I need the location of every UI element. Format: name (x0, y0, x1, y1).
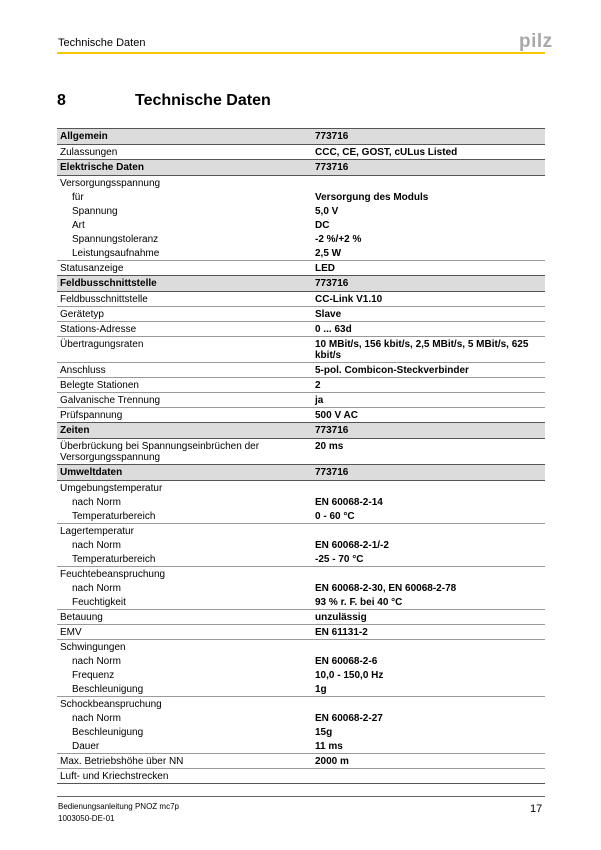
row-label: Umgebungstemperatur (57, 481, 312, 496)
header-title: Technische Daten (58, 37, 146, 49)
row-value (312, 481, 545, 496)
row-label: Zulassungen (57, 145, 312, 160)
row-label: Statusanzeige (57, 261, 312, 276)
row-label: Versorgungsspannung (57, 176, 312, 191)
row-label: nach Norm (72, 539, 121, 551)
table-sub-row (57, 552, 545, 567)
row-value: 10,0 - 150,0 Hz (315, 669, 384, 681)
section-number: 8 (57, 92, 66, 109)
row-value (312, 697, 545, 712)
table-sub-row (57, 595, 545, 610)
row-value: 15g (315, 726, 333, 738)
footer-info (58, 801, 179, 825)
row-value: 773716 (312, 465, 545, 481)
row-value: 20 ms (312, 439, 545, 465)
row-label: Beschleunigung (72, 683, 144, 695)
table-row (57, 769, 545, 784)
row-value: CC-Link V1.10 (312, 292, 545, 307)
row-value: Slave (312, 307, 545, 322)
table-row (57, 640, 545, 655)
table-section-header (57, 160, 545, 176)
table-sub-row (57, 218, 545, 232)
row-label: Schockbeanspruchung (57, 697, 312, 712)
row-value: 773716 (312, 423, 545, 439)
table-row (57, 524, 545, 539)
table-sub-row (57, 668, 545, 682)
row-label: Feldbusschnittstelle (57, 292, 312, 307)
table-row (57, 393, 545, 408)
row-label: Temperaturbereich (72, 553, 156, 565)
row-label: nach Norm (72, 582, 121, 594)
table-row (57, 322, 545, 337)
row-label: nach Norm (72, 496, 121, 508)
table-row (57, 610, 545, 625)
row-label: Leistungsaufnahme (72, 247, 160, 259)
table-row (57, 378, 545, 393)
row-value: 0 - 60 °C (315, 510, 355, 522)
row-value: -25 - 70 °C (315, 553, 364, 565)
row-value: -2 %/+2 % (315, 233, 362, 245)
table-section-header (57, 129, 545, 145)
table-sub-row (57, 711, 545, 725)
row-label: Elektrische Daten (57, 160, 312, 176)
row-value: 773716 (312, 160, 545, 176)
row-label: Temperaturbereich (72, 510, 156, 522)
row-label: Feuchtebeanspruchung (57, 567, 312, 582)
row-label: Stations-Adresse (57, 322, 312, 337)
row-value (312, 769, 545, 784)
row-value (312, 524, 545, 539)
table-row (57, 176, 545, 191)
table-sub-row (57, 232, 545, 246)
row-value: EN 61131-2 (312, 625, 545, 640)
row-label: Frequenz (72, 669, 115, 681)
row-value: 1g (315, 683, 327, 695)
table-row (57, 481, 545, 496)
table-row (57, 337, 545, 363)
table-row (57, 754, 545, 769)
row-label: Lagertemperatur (57, 524, 312, 539)
row-label: Anschluss (57, 363, 312, 378)
table-sub-row (57, 538, 545, 552)
table-sub-row (57, 581, 545, 595)
row-label: Luft- und Kriechstrecken (57, 769, 312, 784)
row-value (312, 640, 545, 655)
row-value (312, 176, 545, 191)
table-row (57, 697, 545, 712)
table-row (57, 408, 545, 423)
row-label: Feldbusschnittstelle (57, 276, 312, 292)
row-label: Schwingungen (57, 640, 312, 655)
row-value: 500 V AC (312, 408, 545, 423)
pilz-logo: pilz (519, 31, 553, 52)
row-label: Dauer (72, 740, 100, 752)
row-value: 773716 (312, 276, 545, 292)
row-value: 93 % r. F. bei 40 °C (315, 596, 403, 608)
row-value: ja (312, 393, 545, 408)
row-value: LED (312, 261, 545, 276)
row-value: 773716 (312, 129, 545, 145)
row-value: CCC, CE, GOST, cULus Listed (312, 145, 545, 160)
row-value: 2,5 W (315, 247, 342, 259)
table-row (57, 363, 545, 378)
table-row (57, 145, 545, 160)
row-label: Spannungstoleranz (72, 233, 159, 245)
header-divider (57, 52, 545, 54)
row-value: Versorgung des Moduls (315, 191, 429, 203)
table-sub-row (57, 682, 545, 697)
row-label: Umweltdaten (57, 465, 312, 481)
row-value: 5,0 V (315, 205, 339, 217)
table-sub-row (57, 495, 545, 509)
row-label: Belegte Stationen (57, 378, 312, 393)
row-label: Feuchtigkeit (72, 596, 126, 608)
footer-doc-number: 1003050-DE-01 (58, 814, 115, 823)
row-value: unzulässig (312, 610, 545, 625)
row-value: 5-pol. Combicon-Steckverbinder (312, 363, 545, 378)
row-value: EN 60068-2-14 (315, 496, 383, 508)
table-sub-row (57, 246, 545, 261)
table-sub-row (57, 739, 545, 754)
table-section-header (57, 465, 545, 481)
row-value: EN 60068-2-27 (315, 712, 383, 724)
table-sub-row (57, 509, 545, 524)
technical-data-table (57, 128, 545, 784)
table-sub-row (57, 654, 545, 668)
row-label: Übertragungsraten (57, 337, 312, 363)
row-label: EMV (57, 625, 312, 640)
row-label: Überbrückung bei Spannungseinbrüchen der Versorgungsspannung (57, 439, 312, 465)
row-value: EN 60068-2-6 (315, 655, 378, 667)
row-label: Galvanische Trennung (57, 393, 312, 408)
row-label: für (72, 191, 84, 203)
row-value (312, 567, 545, 582)
row-label: Beschleunigung (72, 726, 144, 738)
table-sub-row (57, 204, 545, 218)
page-number: 17 (530, 803, 543, 815)
row-label: Spannung (72, 205, 118, 217)
row-label: Gerätetyp (57, 307, 312, 322)
row-label: Art (72, 219, 85, 231)
table-row (57, 567, 545, 582)
row-value: 2000 m (312, 754, 545, 769)
table-sub-row (57, 725, 545, 739)
table-sub-row (57, 190, 545, 204)
table-row (57, 307, 545, 322)
row-value: DC (315, 219, 330, 231)
footer-divider (57, 796, 545, 797)
row-label: Max. Betriebshöhe über NN (57, 754, 312, 769)
row-value: EN 60068-2-1/-2 (315, 539, 389, 551)
row-value: 2 (312, 378, 545, 393)
footer-doc-title: Bedienungsanleitung PNOZ mc7p (58, 802, 179, 811)
section-title: Technische Daten (135, 92, 271, 109)
row-value: 0 ... 63d (312, 322, 545, 337)
table-row (57, 439, 545, 465)
table-row (57, 625, 545, 640)
table-row (57, 292, 545, 307)
row-label: Prüfspannung (57, 408, 312, 423)
table-row (57, 261, 545, 276)
row-value: 10 MBit/s, 156 kbit/s, 2,5 MBit/s, 5 MBit/s, 625 kbit/s (312, 337, 545, 363)
row-label: nach Norm (72, 655, 121, 667)
row-value: 11 ms (315, 740, 343, 752)
row-label: Allgemein (57, 129, 312, 145)
table-section-header (57, 276, 545, 292)
row-label: Zeiten (57, 423, 312, 439)
table-section-header (57, 423, 545, 439)
row-value: EN 60068-2-30, EN 60068-2-78 (315, 582, 457, 594)
row-label: nach Norm (72, 712, 121, 724)
row-label: Betauung (57, 610, 312, 625)
